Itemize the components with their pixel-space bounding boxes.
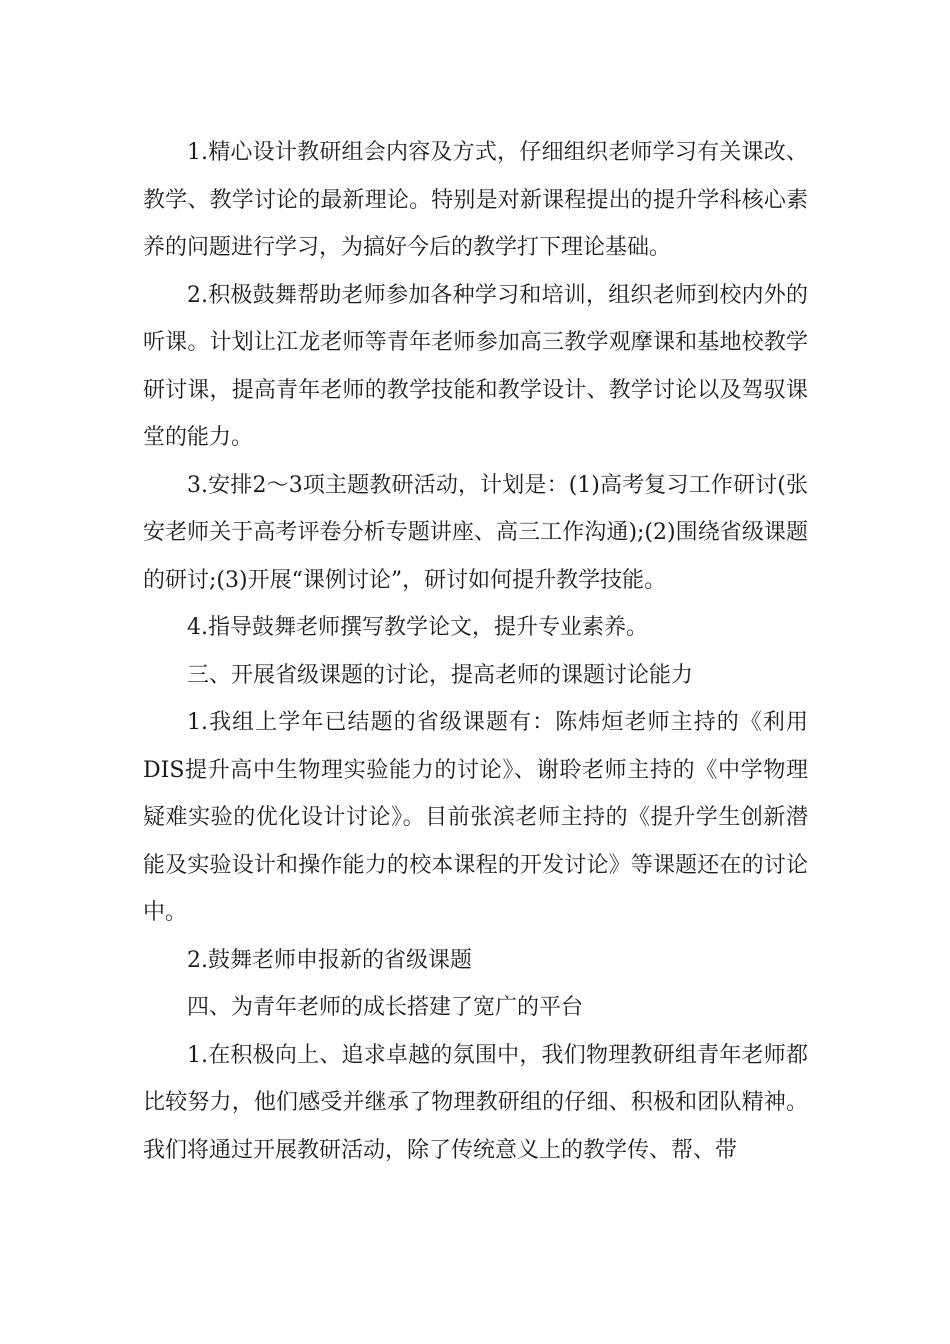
paragraph-activities: 3.安排2～3项主题教研活动，计划是：(1)高考复习工作研讨(张安老师关于高考评卷分析专题讲座、高三工作沟通);(2)围绕省级课题的研讨;(3)开展“课例讨论”，研讨如何提升教学技能。 (143, 472, 808, 593)
paragraph-study-theory: 1.精心设计教研组会内容及方式，仔细组织老师学习有关课改、教学、教学讨论的最新理论。特别是对新课程提出的提升学科核心素养的问题进行学习，为搞好今后的教学打下理论基础。 (143, 140, 808, 260)
paragraph-young-teachers: 1.在积极向上、追求卓越的氛围中，我们物理教研组青年老师都比较努力，他们感受并继承了物理教研组的仔细、积极和团队精神。我们将通过开展教研活动，除了传统意义上的教学传、帮、带 (143, 1042, 808, 1163)
paragraph-training: 2.积极鼓舞帮助老师参加各种学习和培训，组织老师到校内外的听课。计划让江龙老师等青年老师参加高三教学观摩课和基地校教学研讨课，提高青年老师的教学技能和教学设计、教学讨论以及驾驭课堂的能力。 (143, 282, 808, 450)
paragraph-provincial-projects: 1.我组上学年已结题的省级课题有：陈炜烜老师主持的《利用DIS提升高中生物理实验能力的讨论》、谢聆老师主持的《中学物理疑难实验的优化设计讨论》。目前张滨老师主持的《提升学生创新潜能及实验设计和操作能力的校本课程的开发讨论》等课题还在的讨论中。 (143, 710, 808, 925)
section-heading-4: 四、为青年老师的成长搭建了宽广的平台 (187, 995, 584, 1020)
section-heading-3: 三、开展省级课题的讨论，提高老师的课题讨论能力 (187, 662, 694, 688)
paragraph-papers: 4.指导鼓舞老师撰写教学论文，提升专业素养。 (187, 615, 648, 640)
document-body (143, 129, 808, 1174)
paragraph-new-projects: 2.鼓舞老师申报新的省级课题 (187, 947, 472, 973)
